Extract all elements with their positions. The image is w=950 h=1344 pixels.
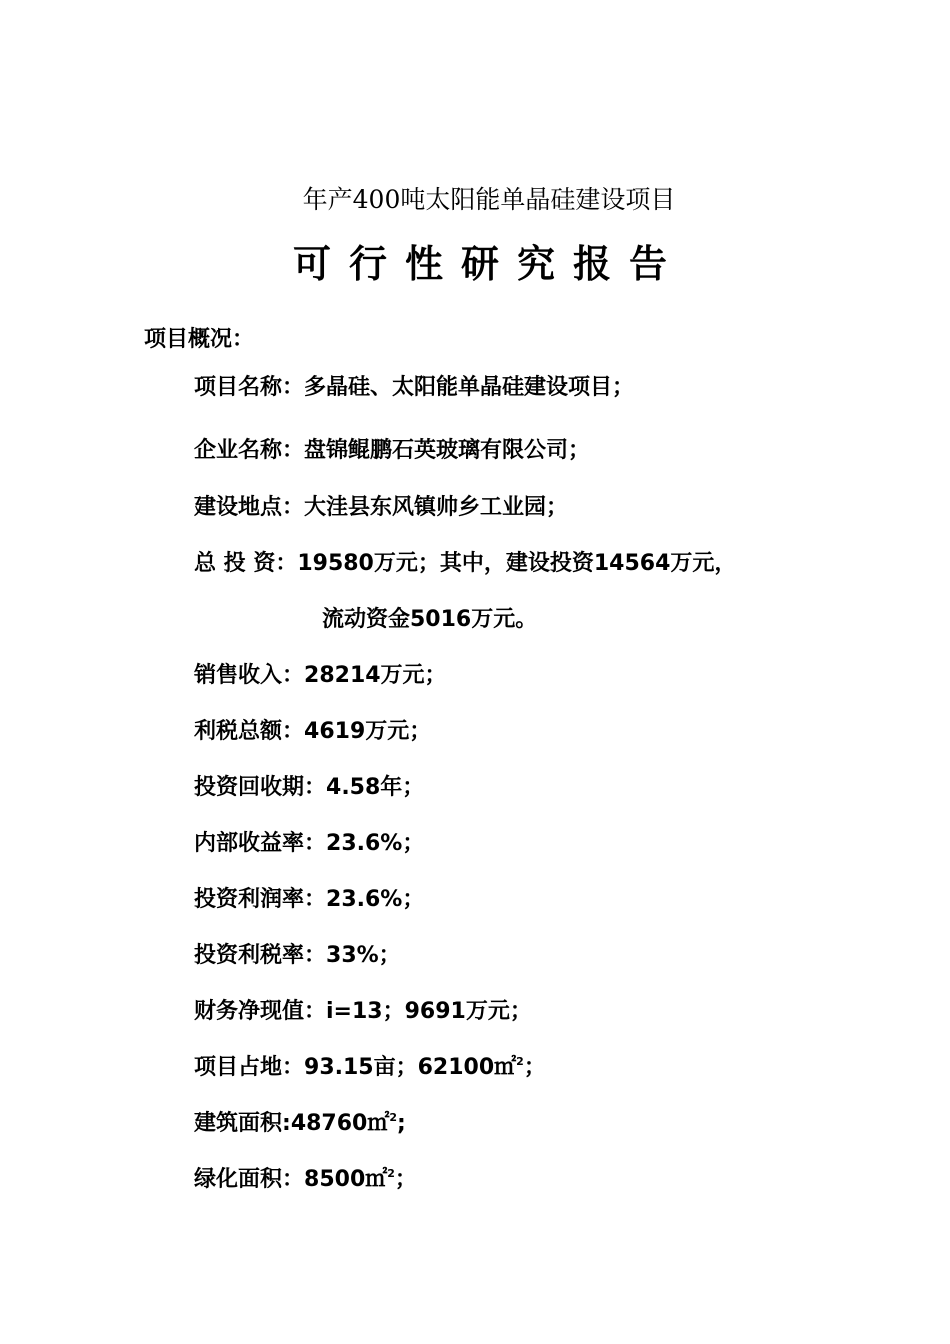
item-roi bbox=[194, 882, 424, 918]
item-label: 建筑面积: bbox=[194, 1111, 291, 1136]
item-value: 大洼县东风镇帅乡工业园； bbox=[304, 495, 569, 520]
item-label: 投资利润率： bbox=[194, 887, 327, 912]
item-label: 投资利税率： bbox=[194, 943, 327, 968]
item-label: 企业名称： bbox=[194, 438, 305, 463]
item-value: 8500㎡ bbox=[304, 1167, 388, 1192]
item-value-tail: ; bbox=[397, 1111, 406, 1136]
item-value-tail: ； bbox=[394, 1167, 417, 1192]
item-value: 23.6%； bbox=[326, 831, 425, 856]
superscript: 2 bbox=[389, 1111, 398, 1124]
document-subtitle: 年产400吨太阳能单晶硅建设项目 bbox=[302, 185, 676, 214]
item-value: 多晶硅、太阳能单晶硅建设项目； bbox=[304, 375, 635, 400]
item-label: 财务净现值： bbox=[194, 999, 327, 1024]
item-value: i=13；9691万元； bbox=[326, 999, 532, 1024]
item-value: 19580万元；其中，建设投资14564万元， bbox=[297, 551, 737, 576]
item-irr bbox=[194, 826, 424, 862]
item-label: 投资回收期： bbox=[194, 775, 327, 800]
item-label: 项目占地： bbox=[194, 1055, 305, 1080]
item-label: 项目名称： bbox=[194, 375, 305, 400]
item-label: 绿化面积： bbox=[194, 1167, 305, 1192]
item-npv bbox=[194, 994, 532, 1030]
item-project-name bbox=[194, 370, 634, 406]
item-location bbox=[194, 490, 568, 526]
item-green-area bbox=[194, 1162, 417, 1198]
document-title: 可行性研究报告 bbox=[292, 242, 685, 286]
superscript: 2 bbox=[387, 1167, 395, 1180]
superscript: 2 bbox=[516, 1055, 524, 1068]
item-value-tail: ； bbox=[523, 1055, 546, 1080]
item-label: 建设地点： bbox=[194, 495, 305, 520]
item-company-name bbox=[194, 433, 590, 469]
item-total-investment bbox=[194, 546, 736, 582]
item-payback-period bbox=[194, 770, 424, 806]
item-label: 总 投 资： bbox=[194, 551, 298, 576]
item-profit-tax-rate bbox=[194, 938, 401, 974]
item-label: 利税总额： bbox=[194, 719, 305, 744]
item-value: 28214万元； bbox=[304, 663, 447, 688]
item-total-investment-continuation: 流动资金5016万元。 bbox=[322, 607, 538, 632]
item-value: 33%； bbox=[326, 943, 401, 968]
item-sales-revenue bbox=[194, 658, 447, 694]
item-label: 销售收入： bbox=[194, 663, 305, 688]
item-value: 23.6%； bbox=[326, 887, 425, 912]
item-value: 93.15亩；62100㎡ bbox=[304, 1055, 517, 1080]
section-heading: 项目概况： bbox=[144, 327, 255, 352]
item-value: 4619万元； bbox=[304, 719, 432, 744]
item-value: 盘锦鲲鹏石英玻璃有限公司； bbox=[304, 438, 591, 463]
item-value: 4.58年； bbox=[326, 775, 425, 800]
item-value: 48760㎡ bbox=[290, 1111, 390, 1136]
item-label: 内部收益率： bbox=[194, 831, 327, 856]
item-land-area bbox=[194, 1050, 546, 1086]
item-building-area bbox=[194, 1106, 406, 1142]
item-profit-tax-total bbox=[194, 714, 431, 750]
